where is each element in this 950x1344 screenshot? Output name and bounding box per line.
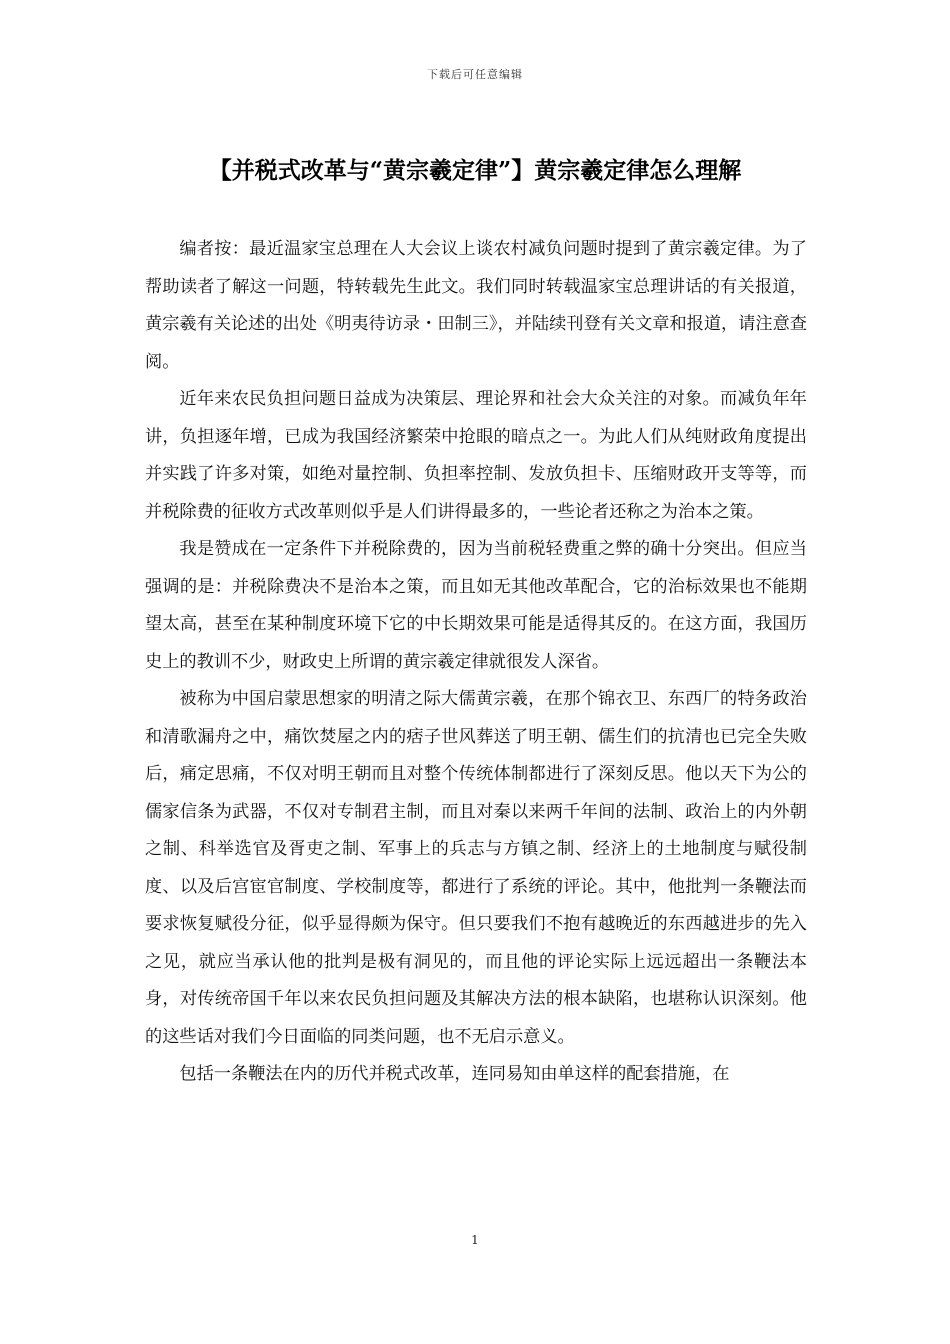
paragraph-editor-note: 编者按：最近温家宝总理在人大会议上谈农村减负问题时提到了黄宗羲定律。为了帮助读者了解这一问题，特转载先生此文。我们同时转载温家宝总理讲话的有关报道，黄宗羲有关论述的出处《明夷待访录・田制三》，并陆续刊登有关文章和报道，请注意查阅。 xyxy=(145,239,807,372)
document-body xyxy=(145,231,807,1094)
document-title: 【并税式改革与“黄宗羲定律”】黄宗羲定律怎么理解 xyxy=(208,157,742,184)
page-header-note: 下载后可任意编辑 xyxy=(427,68,523,81)
paragraph-tax-reform: 包括一条鞭法在内的历代并税式改革，连同易知由单这样的配套措施，在 xyxy=(179,1064,730,1084)
paragraph-author-view: 我是赞成在一定条件下并税除费的，因为当前税轻费重之弊的确十分突出。但应当强调的是：并税除费决不是治本之策，而且如无其他改革配合，它的治标效果也不能期望太高，甚至在某种制度环境下它的中长期效果可能是适得其反的。在这方面，我国历史上的教训不少，财政史上所谓的黄宗羲定律就很发人深省。 xyxy=(145,539,807,672)
paragraph-farmer-burden: 近年来农民负担问题日益成为决策层、理论界和社会大众关注的对象。而减负年年讲，负担逐年增，已成为我国经济繁荣中抢眼的暗点之一。为此人们从纯财政角度提出并实践了许多对策，如绝对量控制、负担率控制、发放负担卡、压缩财政开支等等，而并税除费的征收方式改革则似乎是人们讲得最多的，一些论者还称之为治本之策。 xyxy=(145,389,807,522)
paragraph-huang-zongxi: 被称为中国启蒙思想家的明清之际大儒黄宗羲，在那个锦衣卫、东西厂的特务政治和清歌漏舟之中，痛饮焚屋之内的痞子世风葬送了明王朝、儒生们的抗清也已完全失败后，痛定思痛，不仅对明王朝而且对整个传统体制都进行了深刻反思。他以天下为公的儒家信条为武器，不仅对专制君主制，而且对秦以来两千年间的法制、政治上的内外朝之制、科举选官及胥吏之制、军事上的兵志与方镇之制、经济上的土地制度与赋役制度、以及后宫宦官制度、学校制度等，都进行了系统的评论。其中，他批判一条鞭法而要求恢复赋役分征，似乎显得颇为保守。但只要我们不抱有越晚近的东西越进步的先入之见，就应当承认他的批判是极有洞见的，而且他的评论实际上远远超出一条鞭法本身，对传统帝国千年以来农民负担问题及其解决方法的根本缺陷，也堪称认识深刻。他的这些话对我们今日面临的同类问题，也不无启示意义。 xyxy=(145,689,807,1047)
page-number: 1 xyxy=(471,1233,479,1247)
